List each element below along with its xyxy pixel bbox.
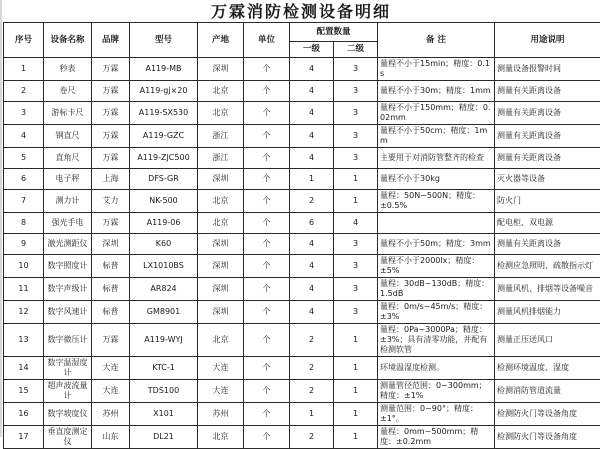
cell-level2: 3 [334,234,378,255]
table-body [4,58,600,449]
table-row [4,301,600,324]
cell-level2: 1 [334,190,378,213]
cell-name: 数字坡度仪 [44,403,92,426]
table-header [4,23,600,58]
cell-unit: 个 [244,148,290,169]
cell-name: 秒表 [44,58,92,81]
cell-index: 17 [4,426,44,449]
cell-level2: 3 [334,102,378,125]
cell-model: X101 [130,403,198,426]
cell-name: 测力计 [44,190,92,213]
cell-usage: 防火门 [495,190,600,213]
table-row [4,190,600,213]
cell-brand: 标普 [92,301,130,324]
cell-origin: 大连 [198,357,244,380]
cell-remark: 量程不小于15min；精度：0.1s [378,58,495,81]
cell-origin: 深圳 [198,278,244,301]
cell-level1: 4 [290,148,334,169]
cell-usage: 测量设备报警时间 [495,58,600,81]
cell-remark: 量程：0m/s~45m/s；精度：±3% [378,301,495,324]
cell-remark: 量程不小于30kg [378,169,495,190]
cell-level1: 4 [290,102,334,125]
cell-origin: 北京 [198,102,244,125]
cell-usage: 测量风机排烟能力 [495,301,600,324]
cell-unit: 个 [244,213,290,234]
cell-level2: 1 [334,357,378,380]
cell-usage: 测量风机、排烟等设备噪音 [495,278,600,301]
cell-origin: 北京 [198,213,244,234]
cell-unit: 个 [244,81,290,102]
cell-unit: 个 [244,125,290,148]
header-index: 序号 [4,23,44,58]
cell-brand: 上海 [92,169,130,190]
table-row [4,169,600,190]
header-origin: 产地 [198,23,244,58]
cell-remark: 量程不小于2000lx；精度：±5% [378,255,495,278]
cell-level2: 4 [334,213,378,234]
cell-name: 数字微压计 [44,324,92,357]
table-row [4,58,600,81]
table-row [4,213,600,234]
cell-unit: 个 [244,190,290,213]
cell-brand: 标普 [92,278,130,301]
cell-model: KTC-1 [130,357,198,380]
cell-level1: 2 [290,380,334,403]
cell-level1: 2 [290,426,334,449]
cell-origin: 北京 [198,190,244,213]
header-remark: 备 注 [378,23,495,58]
cell-index: 8 [4,213,44,234]
cell-unit: 个 [244,301,290,324]
equipment-table [3,22,600,449]
cell-level2: 3 [334,278,378,301]
cell-model: TDS100 [130,380,198,403]
cell-index: 10 [4,255,44,278]
cell-name: 激光测距仪 [44,234,92,255]
header-name: 设备名称 [44,23,92,58]
cell-model: NK-500 [130,190,198,213]
cell-model: K60 [130,234,198,255]
table-row [4,234,600,255]
cell-brand: 苏州 [92,403,130,426]
header-level1: 一级 [290,42,334,58]
cell-unit: 个 [244,169,290,190]
cell-index: 11 [4,278,44,301]
cell-index: 4 [4,125,44,148]
cell-name: 垂直度测定仪 [44,426,92,449]
cell-model: A119-GZC [130,125,198,148]
cell-model: DL21 [130,426,198,449]
cell-level1: 4 [290,278,334,301]
cell-level1: 4 [290,234,334,255]
cell-usage: 测量有关距离设备 [495,234,600,255]
cell-name: 游标卡尺 [44,102,92,125]
cell-level1: 2 [290,190,334,213]
cell-brand: 山东 [92,426,130,449]
cell-index: 6 [4,169,44,190]
cell-usage: 测量有关距离设备 [495,81,600,102]
cell-unit: 个 [244,255,290,278]
cell-level2: 1 [334,380,378,403]
cell-usage: 灭火器等设备 [495,169,600,190]
table-row [4,148,600,169]
cell-level2: 3 [334,255,378,278]
cell-origin: 深圳 [198,301,244,324]
cell-remark: 测量范围：0~90°；精度：±1°。 [378,403,495,426]
cell-unit: 个 [244,324,290,357]
table-row [4,426,600,449]
cell-unit: 个 [244,58,290,81]
cell-remark: 量程不小于150mm；精度：0.02mm [378,102,495,125]
cell-level2: 3 [334,301,378,324]
cell-model: A119-MB [130,58,198,81]
cell-brand: 大连 [92,380,130,403]
cell-model: AR824 [130,278,198,301]
cell-level2: 3 [334,81,378,102]
cell-index: 16 [4,403,44,426]
cell-unit: 个 [244,278,290,301]
cell-remark: 量程：0mm~500mm；精度：±0.2mm [378,426,495,449]
cell-index: 14 [4,357,44,380]
cell-unit: 个 [244,102,290,125]
cell-index: 2 [4,81,44,102]
cell-model: A119-ZJC500 [130,148,198,169]
cell-usage: 检测防火门等设备角度 [495,403,600,426]
cell-remark [378,213,495,234]
cell-origin: 浙江 [198,125,244,148]
table-row [4,278,600,301]
cell-name: 电子秤 [44,169,92,190]
table-row [4,403,600,426]
cell-level1: 4 [290,81,334,102]
cell-brand: 万霖 [92,324,130,357]
cell-level2: 1 [334,324,378,357]
cell-level1: 4 [290,301,334,324]
cell-brand: 标普 [92,255,130,278]
header-config-qty: 配置数量 [290,23,378,42]
table-row [4,102,600,125]
cell-name: 强光手电 [44,213,92,234]
cell-index: 15 [4,380,44,403]
cell-remark: 环境温湿度检测。 [378,357,495,380]
table-row [4,125,600,148]
cell-usage: 测量有关距离设备 [495,125,600,148]
cell-level1: 4 [290,125,334,148]
header-usage: 用途说明 [495,23,600,58]
cell-brand: 万霖 [92,213,130,234]
cell-remark: 量程不小于30m；精度：1mm [378,81,495,102]
cell-origin: 深圳 [198,255,244,278]
cell-index: 13 [4,324,44,357]
cell-level1: 6 [290,213,334,234]
cell-origin: 北京 [198,81,244,102]
cell-level2: 1 [334,426,378,449]
cell-usage: 检测应急照明、疏散指示灯 [495,255,600,278]
cell-remark: 量程：30dB~130dB；精度：1.5dB [378,278,495,301]
cell-remark: 测量管径范围：0~300mm；精度：±1% [378,380,495,403]
cell-origin: 北京 [198,426,244,449]
page-title: 万霖消防检测设备明细 [2,0,600,22]
cell-brand: 大连 [92,357,130,380]
cell-origin: 大连 [198,380,244,403]
cell-usage: 测量有关距离设备 [495,102,600,125]
table-row [4,255,600,278]
table-row [4,380,600,403]
cell-origin: 深圳 [198,58,244,81]
cell-usage: 检测防火门等设备角度 [495,426,600,449]
cell-model: DFS-GR [130,169,198,190]
cell-index: 1 [4,58,44,81]
cell-model: A119-WYJ [130,324,198,357]
cell-model: A119-SX530 [130,102,198,125]
cell-model: LX1010BS [130,255,198,278]
cell-name: 钢直尺 [44,125,92,148]
cell-remark: 主要用于对消防管整齐的检查 [378,148,495,169]
table-row [4,357,600,380]
cell-model: A119-gj×20 [130,81,198,102]
cell-index: 9 [4,234,44,255]
cell-unit: 个 [244,357,290,380]
cell-origin: 浙江 [198,148,244,169]
cell-name: 数字风速计 [44,301,92,324]
cell-brand: 万霖 [92,81,130,102]
header-level2: 二级 [334,42,378,58]
cell-remark: 量程：50N~500N；精度：±0.5% [378,190,495,213]
cell-remark: 量程不小于50cm；精度：1mm [378,125,495,148]
cell-usage: 检测环境温度、湿度 [495,357,600,380]
cell-usage: 检测消防管道流量 [495,380,600,403]
cell-index: 7 [4,190,44,213]
cell-level2: 3 [334,148,378,169]
cell-name: 数字温湿度计 [44,357,92,380]
cell-brand: 万霖 [92,125,130,148]
cell-level1: 4 [290,255,334,278]
cell-brand: 万霖 [92,148,130,169]
cell-index: 12 [4,301,44,324]
cell-unit: 个 [244,426,290,449]
cell-level1: 1 [290,403,334,426]
cell-origin: 苏州 [198,403,244,426]
cell-unit: 个 [244,380,290,403]
cell-remark: 量程不小于50m；精度：3mm [378,234,495,255]
cell-remark: 量程：0Pa~3000Pa；精度：±3%；具有清零功能，并配有检测软管 [378,324,495,357]
cell-index: 3 [4,102,44,125]
cell-level1: 2 [290,324,334,357]
cell-level1: 4 [290,58,334,81]
cell-model: GM8901 [130,301,198,324]
header-brand: 品牌 [92,23,130,58]
cell-model: A119-06 [130,213,198,234]
cell-level1: 1 [290,169,334,190]
cell-level1: 2 [290,357,334,380]
cell-level2: 1 [334,169,378,190]
cell-name: 直角尺 [44,148,92,169]
cell-name: 卷尺 [44,81,92,102]
cell-level2: 1 [334,403,378,426]
cell-brand: 万霖 [92,58,130,81]
cell-name: 数字声级计 [44,278,92,301]
cell-usage: 测量有关距离设备 [495,148,600,169]
cell-brand: 万霖 [92,102,130,125]
cell-brand: 深圳 [92,234,130,255]
cell-level2: 3 [334,125,378,148]
cell-usage: 测量正压送风口 [495,324,600,357]
cell-origin: 北京 [198,324,244,357]
cell-origin: 深圳 [198,169,244,190]
cell-level2: 3 [334,58,378,81]
cell-origin: 深圳 [198,234,244,255]
cell-usage: 配电柜、双电源 [495,213,600,234]
header-model: 型号 [130,23,198,58]
cell-name: 超声波流量计 [44,380,92,403]
header-unit: 单位 [244,23,290,58]
cell-index: 5 [4,148,44,169]
cell-unit: 个 [244,234,290,255]
table-row [4,324,600,357]
cell-name: 数字照度计 [44,255,92,278]
cell-brand: 艾力 [92,190,130,213]
cell-unit: 个 [244,403,290,426]
table-row [4,81,600,102]
